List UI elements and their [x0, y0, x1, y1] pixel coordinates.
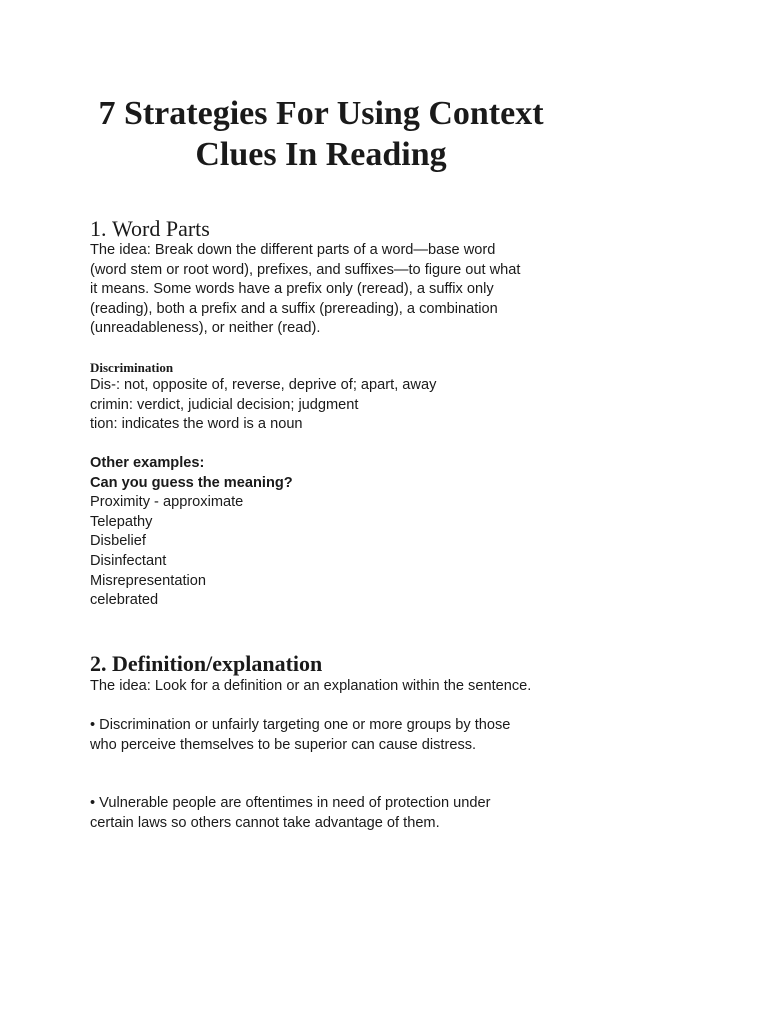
document-title: [90, 93, 552, 175]
section-2-heading: [90, 651, 322, 677]
intro-line: (reading), both a prefix and a suffix (prereading), a combination: [90, 300, 498, 317]
intro-line: The idea: Look for a definition or an explanation within the sentence.: [90, 678, 532, 694]
bullet-example-2: [90, 794, 560, 833]
section-2-title: Definition/explanation: [112, 651, 323, 676]
bullet-line: certain laws so others cannot take advantage of them.: [90, 814, 440, 831]
section-1-intro: [90, 241, 560, 339]
example-item: Telepathy: [90, 513, 153, 530]
title-line-2: Clues In Reading: [195, 136, 447, 173]
other-examples-label: Other examples:: [90, 455, 205, 471]
bullet-line: • Vulnerable people are oftentimes in need of protection under: [90, 795, 491, 811]
word-part-item: Dis-: not, opposite of, reverse, deprive of; apart, away: [90, 377, 437, 393]
bullet-line: • Discrimination or unfairly targeting one or more groups by those: [90, 717, 511, 733]
word-part-list: [90, 376, 560, 435]
example-word-heading: Discrimination: [90, 360, 174, 375]
intro-line: it means. Some words have a prefix only (reread), a suffix only: [90, 281, 494, 298]
section-1-number: 1.: [90, 216, 107, 241]
example-item: Disbelief: [90, 533, 146, 550]
intro-line: (word stem or root word), prefixes, and suffixes—to figure out what: [90, 261, 521, 278]
guess-prompt: Can you guess the meaning?: [90, 474, 293, 491]
word-part-item: crimin: verdict, judicial decision; judgment: [90, 396, 359, 413]
example-item: Proximity - approximate: [90, 494, 244, 511]
bullet-line: who perceive themselves to be superior can cause distress.: [90, 736, 477, 753]
word-part-item: tion: indicates the word is a noun: [90, 416, 303, 433]
section-2-intro: [90, 677, 560, 697]
section-2-number: 2.: [90, 651, 107, 676]
section-1-heading: [90, 216, 210, 242]
section-1-title: Word Parts: [112, 216, 210, 241]
bullet-example-1: [90, 716, 560, 755]
example-item: Disinfectant: [90, 552, 167, 569]
example-item: Misrepresentation: [90, 572, 206, 589]
example-item: celebrated: [90, 592, 159, 609]
intro-line: (unreadableness), or neither (read).: [90, 320, 321, 337]
title-line-1: 7 Strategies For Using Context: [98, 95, 544, 132]
other-examples-block: [90, 454, 560, 611]
intro-line: The idea: Break down the different parts of a word—base word: [90, 242, 496, 258]
